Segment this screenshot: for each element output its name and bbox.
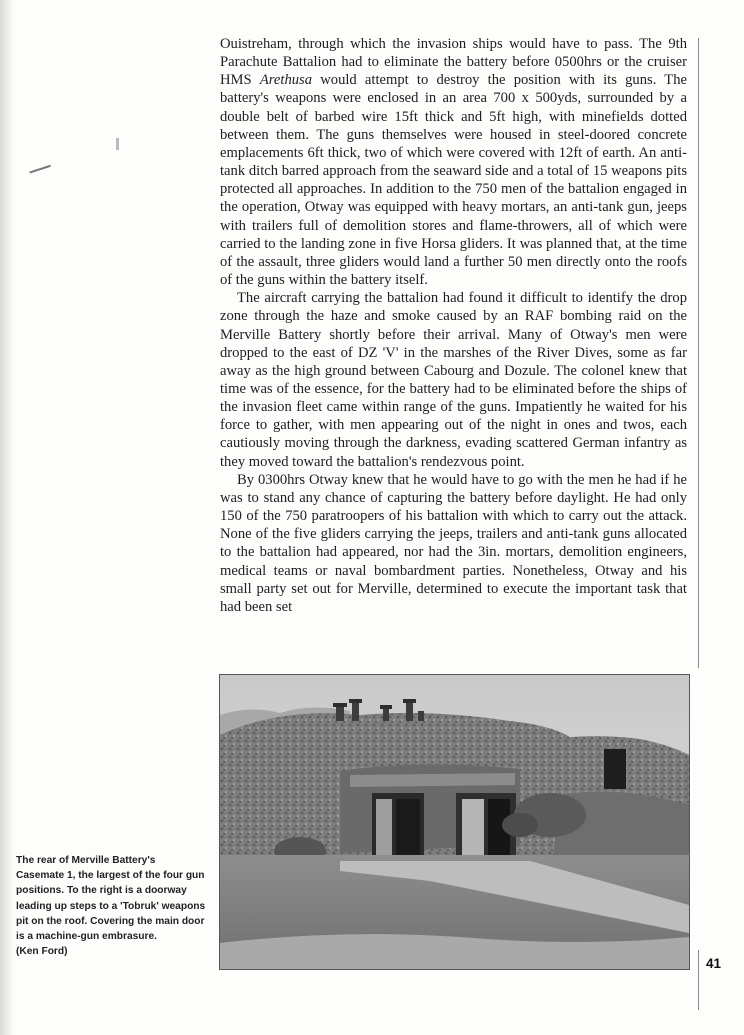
photo-credit: (Ken Ford) bbox=[16, 946, 68, 958]
body-text bbox=[220, 35, 687, 616]
page-number: 41 bbox=[706, 956, 722, 971]
paragraph bbox=[220, 35, 687, 289]
scan-mark bbox=[116, 138, 119, 150]
figure-caption bbox=[16, 853, 206, 959]
column-rule bbox=[698, 38, 699, 668]
paragraph: By 0300hrs Otway knew that he would have to go with the men he had if he was to stand any chance of capturing the battery before daylight. He had only 150 of the 750 paratroopers of his battalion with which to carry out the attack. None of the five gliders carrying the jeeps, trailers and anti-tank guns allocated to the battalion had appeared, nor had the 3in. mortars, demolition engineers, medical teams or naval bombardment parties. Nonetheless, Otway and his small party set out for Merville, determined to execute the important task that had been set bbox=[220, 471, 687, 615]
ship-name: Arethusa bbox=[259, 72, 313, 89]
paragraph-text: would attempt to destroy the position with its guns. The battery's weapons were enclosed in an area 700 x 500yds, surrounded by a double belt of barbed wire 15ft thick and 5ft high, with minefields dotted between them. The guns themselves were housed in steel-doored concrete emplacements 6ft thick, two of which were covered with 12ft of earth. An anti-tank ditch barred approach from the seaward side and a total of 15 weapons pits protected all approaches. In addition to the 750 men of the battalion engaged in the operation, Otway was equipped with heavy mortars, an anti-tank gun, jeeps with trailers full of demolition stores and flame-throwers, all of which were carried to the landing zone in five Horsa gliders. It was planned that, at the time of the assault, three gliders would land a further 50 men directly onto the roofs of the guns within the battery itself. bbox=[220, 72, 687, 289]
paragraph-text: Ouistreham, through which the invasion ships would have to pass. The 9th Parachute Battalion had to eliminate the battery before 0500hrs or the cruiser HMS bbox=[220, 36, 687, 89]
page-gutter-shadow bbox=[0, 0, 14, 1035]
casemate-photo bbox=[219, 674, 690, 970]
scan-mark bbox=[29, 165, 52, 179]
paragraph: The aircraft carrying the battalion had found it difficult to identify the drop zone through the haze and smoke caused by an RAF bombing raid on the Merville Battery shortly before their arrival. Many of Otway's men were dropped to the east of DZ 'V' in the marshes of the River Dives, some as far away as the high ground between Cabourg and Dozule. The colonel knew that time was of the essence, for the battery had to be eliminated before the ships of the invasion fleet came within range of the guns. Impatiently he waited for his force to gather, with men appearing out of the night in ones and twos, each cautiously moving through the darkness, evading scattered German infantry as they moved toward the battalion's rendezvous point. bbox=[220, 290, 687, 470]
column-rule bbox=[698, 950, 699, 1010]
caption-text: The rear of Merville Battery's Casemate 1, the largest of the four gun positions. To the right is a doorway leading up steps to a 'Tobruk' weapons pit on the roof. Covering the main door is a machine-gun embrasure. bbox=[16, 855, 206, 943]
